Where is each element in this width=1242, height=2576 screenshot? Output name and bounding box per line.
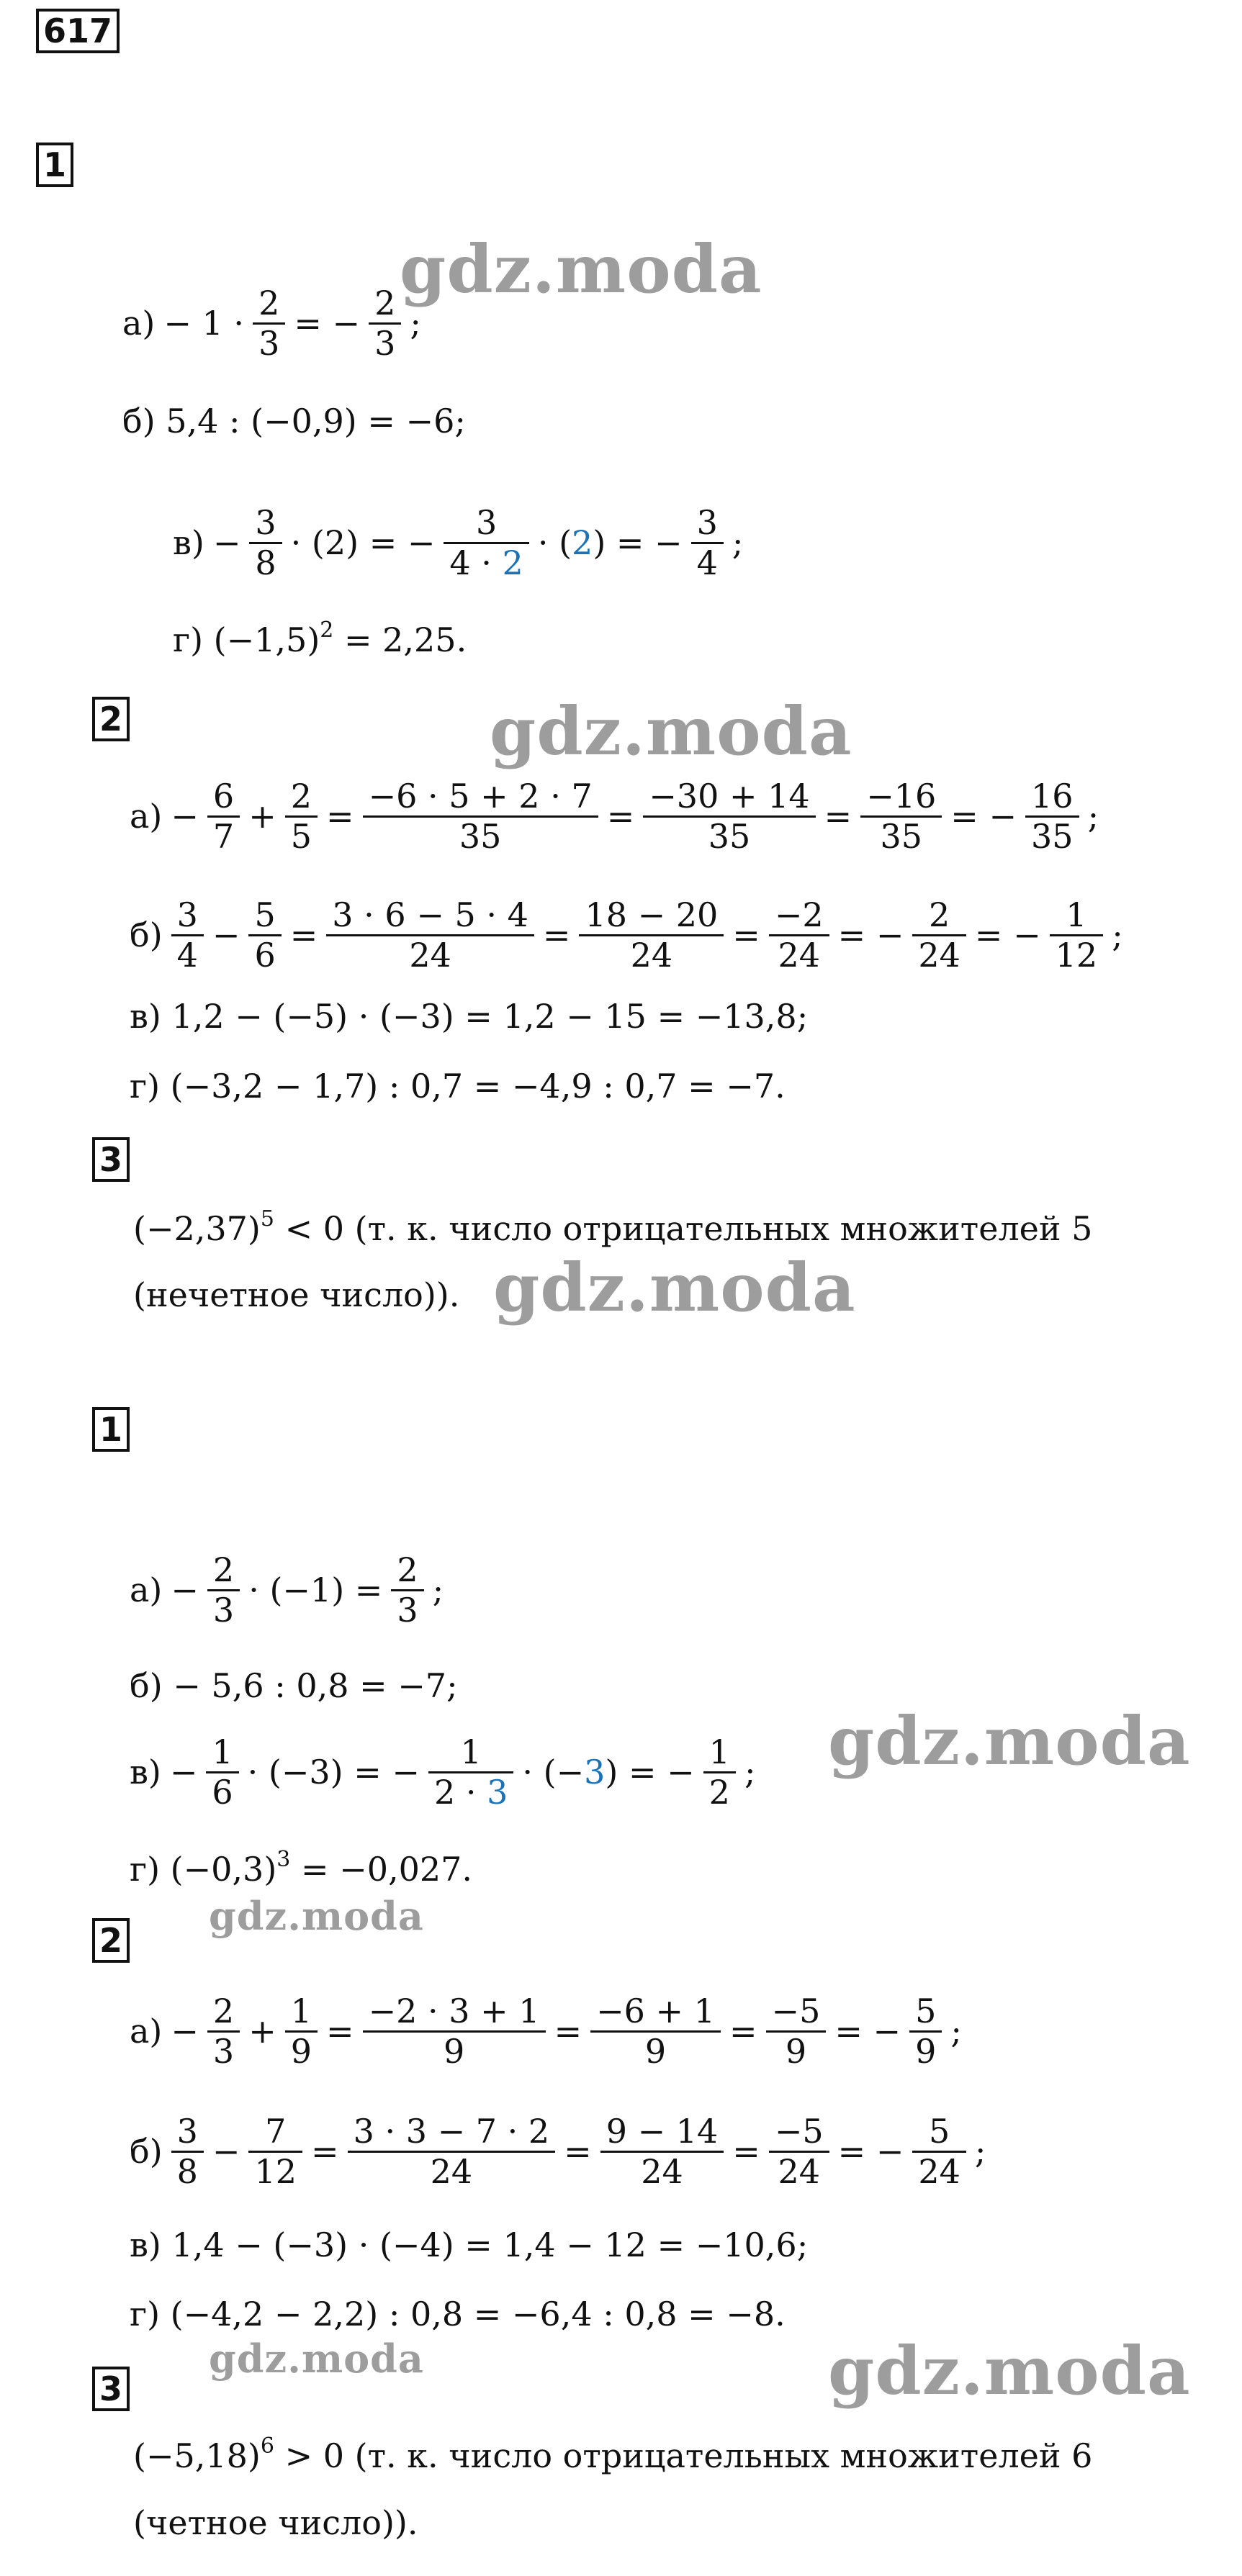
v2-task2-v: в) 1,4 − (−3) · (−4) = 1,4 − 12 = −10,6; (130, 2225, 809, 2264)
v1-task3-number: 3 (92, 1137, 130, 1182)
v1-task2-v: в) 1,2 − (−5) · (−3) = 1,2 − 15 = −13,8; (130, 997, 809, 1036)
watermark: gdz.moda (490, 692, 852, 770)
v1-task1-g: г) $(-1,5)^2 = 2,25$. (173, 618, 467, 659)
fraction: $\frac{3}{4}$ (691, 504, 724, 582)
v1-task2-a: а) − $\frac{6}{7}$ + $\frac{2}{5}$ = $\frac{-6 \cdot 5 + 2 \cdot 7}{35}$ = $\frac{-30 + 14}{35}$ = $\frac{-16}{35}$ = − $\frac{16}{35}$ ; (130, 777, 1099, 856)
v2-task2-a: а) − $\frac{2}{3}$ + $\frac{1}{9}$ = $\frac{-2 \cdot 3 + 1}{9}$ = $\frac{-6 + 1}{9}$ = $\frac{-5}{9}$ = − $\frac{5}{9}$ ; (130, 1992, 962, 2071)
v1-task1-number: 1 (36, 143, 73, 187)
fraction: $\frac{2}{3}$ (369, 284, 401, 363)
v2-task2-number: 2 (92, 1918, 130, 1963)
fraction: $\frac{3}{4 \cdot 2}$ (444, 504, 528, 582)
v1-task3-line1: $(-2,37)^5 < 0$ (т. к. число отрицательных множителей 5 (133, 1206, 1093, 1248)
v2-task1-number: 1 (92, 1407, 130, 1452)
v2-task3-number: 3 (92, 2367, 130, 2411)
problem-number: 617 (36, 9, 120, 53)
v2-task3-line2: (четное число)). (133, 2503, 418, 2542)
item-label: а) (122, 304, 156, 343)
v2-task3-line1: $(-5,18)^6 > 0$ (т. к. число отрицательных множителей 6 (133, 2433, 1093, 2475)
watermark: gdz.moda (209, 2336, 424, 2382)
watermark: gdz.moda (828, 1702, 1191, 1780)
expr: − 1 · (163, 304, 245, 343)
v2-task1-g: г) $(-0,3)^3 = -0,027$. (130, 1847, 472, 1889)
v2-task1-v: в) − $\frac{1}{6}$ · (−3) = − $\frac{1}{2 \cdot 3}$ · (− 3 ) = − $\frac{1}{2}$ ; (130, 1732, 756, 1812)
v2-task2-g: г) (−4,2 − 2,2) : 0,8 = −6,4 : 0,8 = −8. (130, 2295, 786, 2333)
v1-task2-g: г) (−3,2 − 1,7) : 0,7 = −4,9 : 0,7 = −7. (130, 1067, 786, 1106)
v2-task2-b: б) $\frac{3}{8}$ − $\frac{7}{12}$ = $\frac{3 \cdot 3 - 7 \cdot 2}{24}$ = $\frac{9 - 14}{24}$ = $\frac{-5}{24}$ = − $\frac{5}{24}$ ; (130, 2112, 986, 2191)
watermark: gdz.moda (493, 1249, 856, 1327)
v2-task1-a: а) − $\frac{2}{3}$ · (−1) = $\frac{2}{3}$ ; (130, 1550, 444, 1630)
v1-task1-b: б) 5,4 : (−0,9) = −6; (122, 402, 466, 440)
v2-task1-b: б) − 5,6 : 0,8 = −7; (130, 1666, 458, 1705)
watermark: gdz.moda (828, 2332, 1191, 2410)
v1-task2-b: б) $\frac{3}{4}$ − $\frac{5}{6}$ = $\frac{3 \cdot 6 - 5 \cdot 4}{24}$ = $\frac{18 - 20}{24}$ = $\frac{-2}{24}$ = − $\frac{2}{24}$ = − $\frac{1}{12}$ ; (130, 895, 1123, 975)
fraction: $\frac{3}{8}$ (249, 504, 282, 582)
v1-task1-a: а) − 1 · $\frac{2}{3}$ = − $\frac{2}{3}$ ; (122, 284, 421, 363)
expr: = − (294, 304, 361, 343)
watermark: gdz.moda (400, 230, 762, 308)
watermark: gdz.moda (209, 1893, 424, 1939)
v1-task2-number: 2 (92, 697, 130, 741)
fraction: $\frac{2}{3}$ (253, 284, 285, 363)
v1-task3-line2: (нечетное число)). (133, 1275, 460, 1314)
v1-task1-v: в) − $\frac{3}{8}$ · (2) = − $\frac{3}{4 \cdot 2}$ · ( 2 ) = − $\frac{3}{4}$ ; (173, 503, 744, 582)
